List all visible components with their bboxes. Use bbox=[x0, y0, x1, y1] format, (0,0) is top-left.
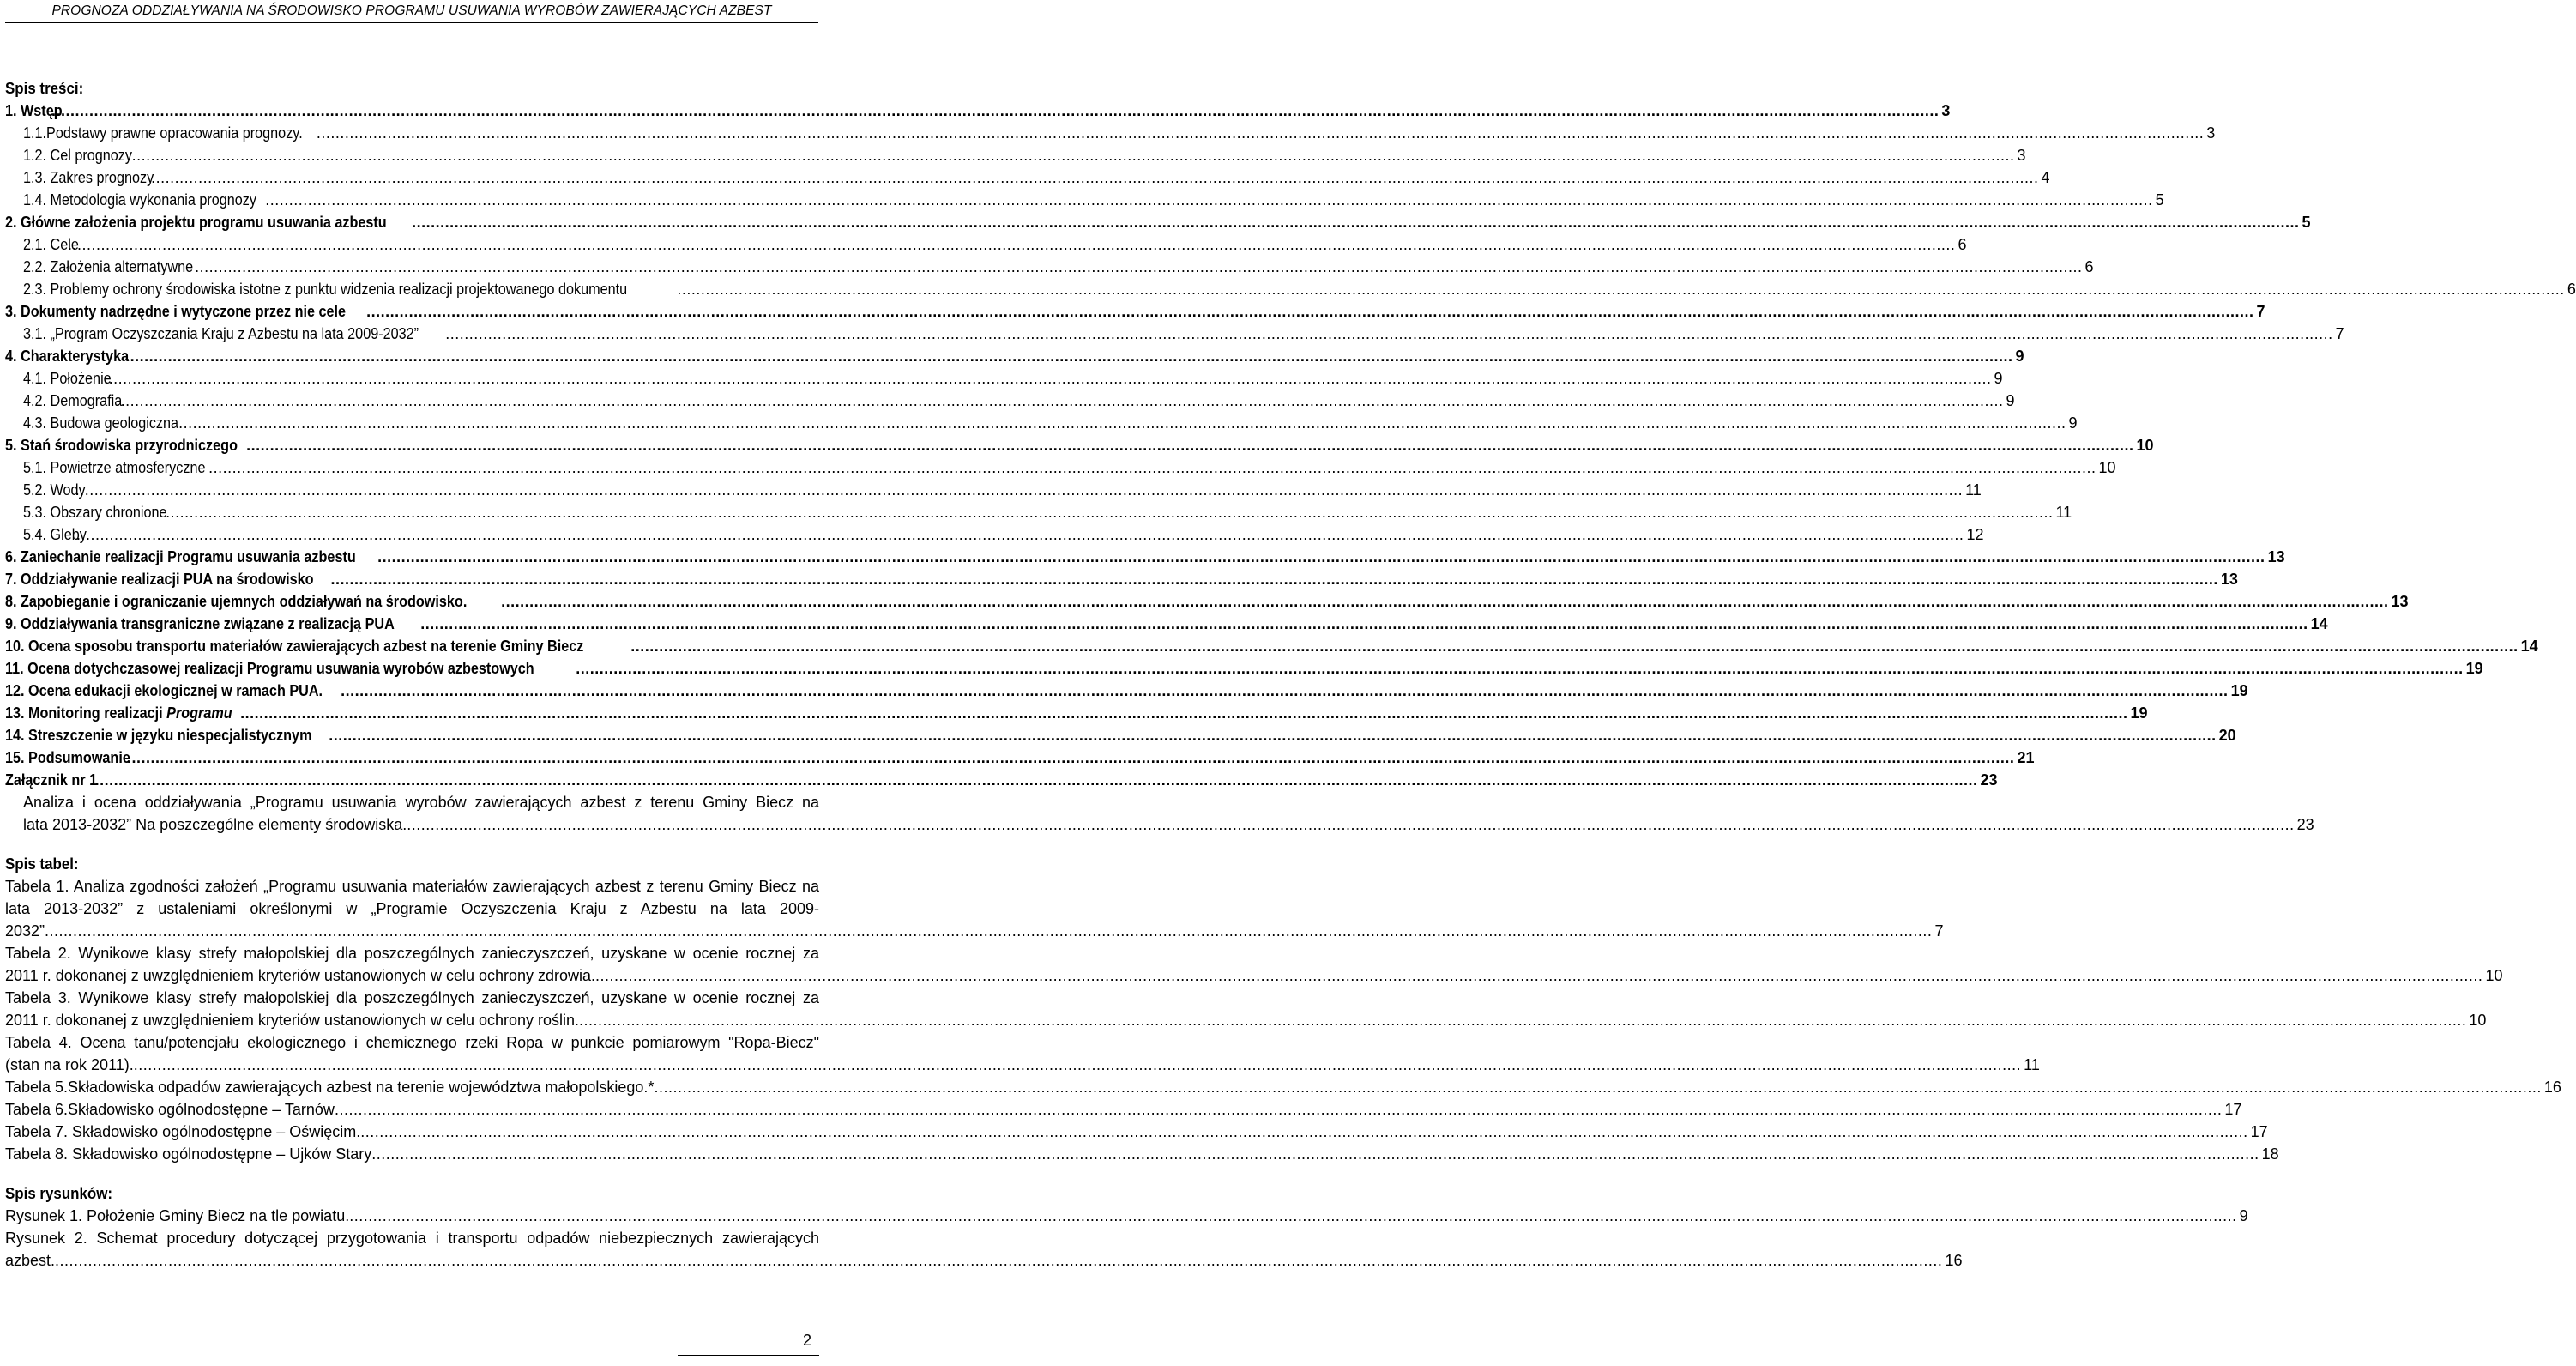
toc-entry-title: 4.3. Budowa geologiczna bbox=[23, 414, 179, 432]
toc-entry-page: 14 bbox=[2520, 638, 2538, 655]
toc-entry-title: 3. Dokumenty nadrzędne i wytyczone przez nie cele bbox=[5, 303, 347, 320]
dot-leader: ................................................................................................................................................................................................................................................................................................................................................................................................................ bbox=[68, 236, 1956, 253]
tables-heading: Spis tabel: bbox=[5, 855, 79, 873]
dot-leader: ................................................................................................................................................................................................................................................................................................................................................................................................................ bbox=[75, 481, 1964, 499]
toc-entry-title: Analiza i ocena oddziaływania „Programu usuwania wyrobów zawierających azbest z terenu Gminy Biecz na bbox=[23, 794, 819, 811]
toc-entry-page: 3 bbox=[2017, 147, 2026, 164]
toc-entry-page: 21 bbox=[2017, 749, 2035, 766]
figure-entry-title-cont: Rysunek 1. Położenie Gminy Biecz na tle powiatu. bbox=[5, 1207, 350, 1224]
toc-entry-title: 7. Oddziaływanie realizacji PUA na środowisko bbox=[5, 571, 314, 588]
toc-entry-title: 5.4. Gleby bbox=[23, 526, 87, 543]
toc-entry[interactable] bbox=[5, 635, 2538, 657]
figures-list bbox=[5, 1205, 2248, 1272]
toc-entry[interactable] bbox=[5, 189, 2164, 211]
toc-entry-page: 19 bbox=[2230, 682, 2248, 699]
table-entry-page: 18 bbox=[2261, 1145, 2279, 1163]
dot-leader: ................................................................................................................................................................................................................................................................................................................................................................................................................ bbox=[360, 1123, 2248, 1140]
emphasis: Programu bbox=[166, 704, 232, 722]
toc-entry-title: 3.1. „Program Oczyszczania Kraju z Azbestu na lata 2009-2032” bbox=[23, 325, 419, 342]
toc-entry-page: 9 bbox=[2015, 348, 2024, 365]
toc-entry-title: 14. Streszczenie w języku niespecjalistycznym bbox=[5, 727, 312, 744]
dot-leader: ................................................................................................................................................................................................................................................................................................................................................................................................................ bbox=[377, 548, 2265, 565]
toc-entry-title: 5.1. Powietrze atmosferyczne bbox=[23, 459, 206, 476]
figure-entry[interactable] bbox=[5, 1205, 2248, 1227]
toc-entry-title: 13. Monitoring realizacji Programu bbox=[5, 704, 232, 722]
toc-entry[interactable] bbox=[5, 769, 1998, 791]
toc-entry-page: 13 bbox=[2391, 593, 2409, 610]
toc-entry[interactable] bbox=[5, 166, 2050, 189]
toc-entry-title: 9. Oddziaływania transgraniczne związane z realizacją PUA bbox=[5, 615, 395, 632]
table-entry-title-cont: Tabela 7. Składowisko ogólnodostępne – Oświęcim. bbox=[5, 1123, 361, 1140]
toc-entry-title: 1.2. Cel prognozy bbox=[23, 147, 132, 164]
dot-leader: ................................................................................................................................................................................................................................................................................................................................................................................................................ bbox=[595, 967, 2483, 984]
table-entry-title-cont: 2032” bbox=[5, 922, 45, 940]
toc-entry[interactable] bbox=[5, 211, 2311, 233]
toc-entry-page: 9 bbox=[2006, 392, 2015, 409]
dot-leader: ................................................................................................................................................................................................................................................................................................................................................................................................................ bbox=[579, 1012, 2467, 1029]
table-entry[interactable] bbox=[5, 1121, 2268, 1143]
table-entry-page: 17 bbox=[2224, 1101, 2242, 1118]
toc-entry[interactable] bbox=[5, 479, 1982, 501]
toc-entry-page: 23 bbox=[1980, 771, 1998, 789]
toc-entry[interactable] bbox=[5, 546, 2285, 568]
toc-entry-title: 1.3. Zakres prognozy bbox=[23, 169, 154, 186]
toc-entry[interactable] bbox=[5, 724, 2236, 746]
dot-leader: ................................................................................................................................................................................................................................................................................................................................................................................................................ bbox=[127, 147, 2015, 164]
dot-leader: ................................................................................................................................................................................................................................................................................................................................................................................................................ bbox=[349, 1207, 2237, 1224]
toc-entry-page: 9 bbox=[2068, 414, 2078, 432]
dot-leader: ................................................................................................................................................................................................................................................................................................................................................................................................................ bbox=[151, 169, 2039, 186]
toc-entry-title: 5.2. Wody bbox=[23, 481, 86, 499]
table-entry-last-line bbox=[5, 1121, 2268, 1143]
table-entry-title: Tabela 3. Wynikowe klasy strefy małopolskiej dla poszczególnych zanieczyszczeń, uzyskane w ocenie rocznej za bbox=[5, 989, 819, 1006]
toc-entry-page: 6 bbox=[2084, 258, 2094, 275]
table-entry[interactable] bbox=[5, 1143, 2279, 1165]
toc-entry[interactable] bbox=[5, 412, 2078, 434]
dot-leader: ................................................................................................................................................................................................................................................................................................................................................................................................................ bbox=[166, 504, 2054, 521]
toc-entry-title: 5. Stań środowiska przyrodniczego bbox=[5, 437, 238, 454]
dot-leader: ................................................................................................................................................................................................................................................................................................................................................................................................................ bbox=[51, 102, 1940, 119]
toc-entry[interactable] bbox=[5, 702, 2148, 724]
dot-leader: ................................................................................................................................................................................................................................................................................................................................................................................................................ bbox=[104, 370, 1992, 387]
toc-entry-title: 4.2. Demografia bbox=[23, 392, 123, 409]
toc-entry-title: 1.1.Podstawy prawne opracowania prognozy. bbox=[23, 124, 303, 142]
dot-leader: ................................................................................................................................................................................................................................................................................................................................................................................................................ bbox=[654, 1079, 2542, 1096]
table-entry[interactable] bbox=[5, 875, 1944, 942]
table-entry-title-cont: Tabela 5.Składowiska odpadów zawierających azbest na terenie województwa małopolskiego.* bbox=[5, 1079, 655, 1096]
toc-entry-page: 4 bbox=[2041, 169, 2050, 186]
dot-leader: ................................................................................................................................................................................................................................................................................................................................................................................................................ bbox=[316, 124, 2205, 142]
dot-leader: ................................................................................................................................................................................................................................................................................................................................................................................................................ bbox=[407, 816, 2295, 833]
toc-entry-title: 8. Zapobieganie i ograniczanie ujemnych oddziaływań na środowisko. bbox=[5, 593, 468, 610]
dot-leader: ................................................................................................................................................................................................................................................................................................................................................................................................................ bbox=[265, 191, 2153, 209]
table-entry-title: Tabela 4. Ocena tanu/potencjału ekologicznego i chemicznego rzeki Ropa w punkcie pomiarowym "Ropa-Biecz" bbox=[5, 1034, 819, 1051]
table-entry-title: Tabela 2. Wynikowe klasy strefy małopolskiej dla poszczególnych zanieczyszczeń, uzyskane w ocenie rocznej za bbox=[5, 945, 819, 962]
table-entry-title-cont: 2011 r. dokonanej z uwzględnieniem kryteriów ustanowionych w celu ochrony roślin. bbox=[5, 1012, 580, 1029]
figure-entry-last-line bbox=[5, 1205, 2248, 1227]
page-number: 2 bbox=[802, 1332, 811, 1349]
table-entry-last-line bbox=[5, 1009, 2487, 1031]
toc-entry[interactable] bbox=[5, 568, 2238, 590]
toc-entry[interactable] bbox=[5, 367, 2003, 390]
table-entry-title-cont: Tabela 8. Składowisko ogólnodostępne – Ujków Stary bbox=[5, 1145, 372, 1163]
table-entry-last-line bbox=[5, 1143, 2279, 1165]
toc-list bbox=[5, 100, 2576, 836]
toc-entry[interactable] bbox=[5, 680, 2248, 702]
table-entry-page: 7 bbox=[1934, 922, 1944, 940]
dot-leader: ................................................................................................................................................................................................................................................................................................................................................................................................................ bbox=[445, 325, 2333, 342]
dot-leader: ................................................................................................................................................................................................................................................................................................................................................................................................................ bbox=[501, 593, 2389, 610]
dot-leader: ................................................................................................................................................................................................................................................................................................................................................................................................................ bbox=[420, 615, 2308, 632]
dot-leader: ................................................................................................................................................................................................................................................................................................................................................................................................................ bbox=[178, 414, 2066, 432]
toc-entry-page: 7 bbox=[2335, 325, 2344, 342]
table-entry[interactable] bbox=[5, 1031, 2040, 1076]
table-entry-last-line bbox=[5, 1076, 2561, 1098]
table-entry-title-cont: 2011 r. dokonanej z uwzględnieniem kryteriów ustanowionych w celu ochrony zdrowia. bbox=[5, 967, 596, 984]
toc-entry[interactable] bbox=[5, 323, 2344, 345]
dot-leader: ................................................................................................................................................................................................................................................................................................................................................................................................................ bbox=[125, 348, 2013, 365]
table-entry-page: 10 bbox=[2469, 1012, 2487, 1029]
toc-entry[interactable] bbox=[5, 345, 2024, 367]
toc-entry-title: 2. Główne założenia projektu programu usuwania azbestu bbox=[5, 214, 387, 231]
toc-entry-page: 20 bbox=[2218, 727, 2236, 744]
table-entry-page: 10 bbox=[2485, 967, 2503, 984]
toc-entry-page: 9 bbox=[1994, 370, 2003, 387]
toc-entry[interactable] bbox=[5, 613, 2328, 635]
toc-entry-title: 12. Ocena edukacji ekologicznej w ramach PUA. bbox=[5, 682, 323, 699]
figure-entry-title-cont: azbest. bbox=[5, 1252, 56, 1269]
toc-entry[interactable] bbox=[5, 300, 2265, 323]
toc-entry[interactable] bbox=[5, 590, 2409, 613]
dot-leader: ................................................................................................................................................................................................................................................................................................................................................................................................................ bbox=[412, 214, 2300, 231]
table-entry[interactable] bbox=[5, 942, 2503, 987]
toc-entry-title: 11. Ocena dotychczasowej realizacji Programu usuwania wyrobów azbestowych bbox=[5, 660, 534, 677]
dot-leader: ................................................................................................................................................................................................................................................................................................................................................................................................................ bbox=[195, 258, 2083, 275]
page-content bbox=[5, 77, 2576, 1289]
toc-entry[interactable] bbox=[5, 501, 2072, 523]
toc-entry-title-cont: lata 2013-2032” Na poszczególne elementy środowiska. bbox=[23, 816, 407, 833]
table-entry-last-line bbox=[5, 1054, 2040, 1076]
dot-leader: ................................................................................................................................................................................................................................................................................................................................................................................................................ bbox=[208, 459, 2096, 476]
figure-entry-title: Rysunek 2. Schemat procedury dotyczącej przygotowania i transportu odpadów niebezpiecznych zawierających bbox=[5, 1230, 819, 1247]
dot-leader: ................................................................................................................................................................................................................................................................................................................................................................................................................ bbox=[246, 437, 2134, 454]
table-entry-page: 11 bbox=[2024, 1056, 2040, 1073]
figure-entry-page: 16 bbox=[1945, 1252, 1963, 1269]
dot-leader: ................................................................................................................................................................................................................................................................................................................................................................................................................ bbox=[341, 682, 2229, 699]
toc-entry-page: 3 bbox=[2206, 124, 2216, 142]
dot-leader: ................................................................................................................................................................................................................................................................................................................................................................................................................ bbox=[630, 638, 2519, 655]
toc-entry-title: 2.3. Problemy ochrony środowiska istotne z punktu widzenia realizacji projektowanego dokumentu bbox=[23, 281, 628, 298]
dot-leader: ................................................................................................................................................................................................................................................................................................................................................................................................................ bbox=[366, 303, 2254, 320]
dot-leader: ................................................................................................................................................................................................................................................................................................................................................................................................................ bbox=[677, 281, 2565, 298]
figures-heading: Spis rysunków: bbox=[5, 1185, 113, 1202]
dot-leader: ................................................................................................................................................................................................................................................................................................................................................................................................................ bbox=[45, 922, 1933, 940]
toc-entry-title: 1. Wstęp bbox=[5, 102, 63, 119]
dot-leader: ................................................................................................................................................................................................................................................................................................................................................................................................................ bbox=[240, 704, 2128, 722]
toc-entry[interactable] bbox=[5, 122, 2216, 144]
toc-entry-page: 5 bbox=[2155, 191, 2164, 209]
toc-entry-title: 2.2. Założenia alternatywne bbox=[23, 258, 194, 275]
toc-entry-annex-sub[interactable] bbox=[5, 791, 2314, 836]
toc-entry-page: 3 bbox=[1941, 102, 1951, 119]
toc-entry-last-line bbox=[23, 813, 2314, 836]
dot-leader: ................................................................................................................................................................................................................................................................................................................................................................................................................ bbox=[576, 660, 2464, 677]
dot-leader: ................................................................................................................................................................................................................................................................................................................................................................................................................ bbox=[76, 526, 1964, 543]
dot-leader: ................................................................................................................................................................................................................................................................................................................................................................................................................ bbox=[334, 1101, 2223, 1118]
table-entry-page: 17 bbox=[2250, 1123, 2268, 1140]
table-entry-last-line bbox=[5, 920, 1944, 942]
tables-list bbox=[5, 875, 2561, 1165]
table-entry[interactable] bbox=[5, 1076, 2561, 1098]
dot-leader: ................................................................................................................................................................................................................................................................................................................................................................................................................ bbox=[329, 727, 2217, 744]
dot-leader: ................................................................................................................................................................................................................................................................................................................................................................................................................ bbox=[55, 1252, 1943, 1269]
toc-entry-title: 4.1. Położenie bbox=[23, 370, 112, 387]
dot-leader: ................................................................................................................................................................................................................................................................................................................................................................................................................ bbox=[133, 1056, 2022, 1073]
toc-entry[interactable] bbox=[5, 100, 1951, 122]
toc-entry-page: 6 bbox=[1958, 236, 1967, 253]
toc-entry[interactable] bbox=[5, 390, 2015, 412]
dot-leader: ................................................................................................................................................................................................................................................................................................................................................................................................................ bbox=[90, 771, 1978, 789]
toc-entry-page: 19 bbox=[2130, 704, 2148, 722]
toc-entry-page: 7 bbox=[2256, 303, 2265, 320]
header-rule bbox=[5, 22, 818, 23]
toc-entry[interactable] bbox=[5, 746, 2035, 769]
dot-leader: ................................................................................................................................................................................................................................................................................................................................................................................................................ bbox=[371, 1145, 2259, 1163]
dot-leader: ................................................................................................................................................................................................................................................................................................................................................................................................................ bbox=[116, 392, 2004, 409]
table-entry-title-cont: Tabela 6.Składowisko ogólnodostępne – Tarnów bbox=[5, 1101, 335, 1118]
toc-entry-page: 10 bbox=[2136, 437, 2154, 454]
toc-entry-title: 15. Podsumowanie bbox=[5, 749, 130, 766]
toc-entry-page: 23 bbox=[2296, 816, 2314, 833]
toc-entry-page: 13 bbox=[2267, 548, 2285, 565]
toc-entry-title: 1.4. Metodologia wykonania prognozy bbox=[23, 191, 256, 209]
toc-entry-page: 12 bbox=[1966, 526, 1984, 543]
toc-entry-title: 4. Charakterystyka bbox=[5, 348, 130, 365]
toc-entry-page: 6 bbox=[2567, 281, 2576, 298]
toc-entry-page: 10 bbox=[2098, 459, 2116, 476]
running-header: PROGNOZA ODDZIAŁYWANIA NA ŚRODOWISKO PROGRAMU USUWANIA WYROBÓW ZAWIERAJĄCYCH AZBEST bbox=[51, 3, 772, 18]
toc-entry-title: 2.1. Cele bbox=[23, 236, 79, 253]
figure-entry-last-line bbox=[5, 1249, 1963, 1272]
table-entry[interactable] bbox=[5, 987, 2487, 1031]
figure-entry[interactable] bbox=[5, 1227, 1963, 1272]
table-entry-last-line bbox=[5, 964, 2503, 987]
dot-leader: ................................................................................................................................................................................................................................................................................................................................................................................................................ bbox=[127, 749, 2015, 766]
toc-entry-page: 14 bbox=[2310, 615, 2328, 632]
toc-entry[interactable] bbox=[5, 256, 2094, 278]
toc-entry-title: 10. Ocena sposobu transportu materiałów zawierających azbest na terenie Gminy Biecz bbox=[5, 638, 584, 655]
toc-entry-title: 6. Zaniechanie realizacji Programu usuwania azbestu bbox=[5, 548, 356, 565]
toc-entry-page: 5 bbox=[2302, 214, 2311, 231]
table-entry-last-line bbox=[5, 1098, 2242, 1121]
toc-entry[interactable] bbox=[5, 434, 2154, 456]
figure-entry-page: 9 bbox=[2239, 1207, 2248, 1224]
toc-entry-page: 13 bbox=[2220, 571, 2238, 588]
toc-entry[interactable] bbox=[5, 233, 1967, 256]
toc-entry[interactable] bbox=[5, 144, 2026, 166]
table-entry-title-cont: (stan na rok 2011). bbox=[5, 1056, 134, 1073]
toc-entry-page: 11 bbox=[1965, 481, 1982, 499]
toc-entry[interactable] bbox=[5, 278, 2576, 300]
toc-entry-title: Załącznik nr 1 bbox=[5, 771, 98, 789]
toc-entry-title: 5.3. Obszary chronione bbox=[23, 504, 167, 521]
table-entry-title: Tabela 1. Analiza zgodności założeń „Programu usuwania materiałów zawierających azbest z terenu Gminy Biecz na lata 2013-2032” z ustaleniami określonymi w „Programie Oczyszczenia Kraju z Azbestu na lata 2009- bbox=[5, 878, 819, 917]
toc-heading: Spis treści: bbox=[5, 80, 84, 97]
toc-entry[interactable] bbox=[5, 657, 2483, 680]
toc-entry[interactable] bbox=[5, 456, 2116, 479]
dot-leader: ................................................................................................................................................................................................................................................................................................................................................................................................................ bbox=[330, 571, 2218, 588]
toc-entry[interactable] bbox=[5, 523, 1984, 546]
footer-rule bbox=[678, 1355, 819, 1356]
table-entry[interactable] bbox=[5, 1098, 2242, 1121]
table-entry-page: 16 bbox=[2543, 1079, 2561, 1096]
toc-entry-page: 19 bbox=[2465, 660, 2483, 677]
toc-entry-page: 11 bbox=[2055, 504, 2072, 521]
